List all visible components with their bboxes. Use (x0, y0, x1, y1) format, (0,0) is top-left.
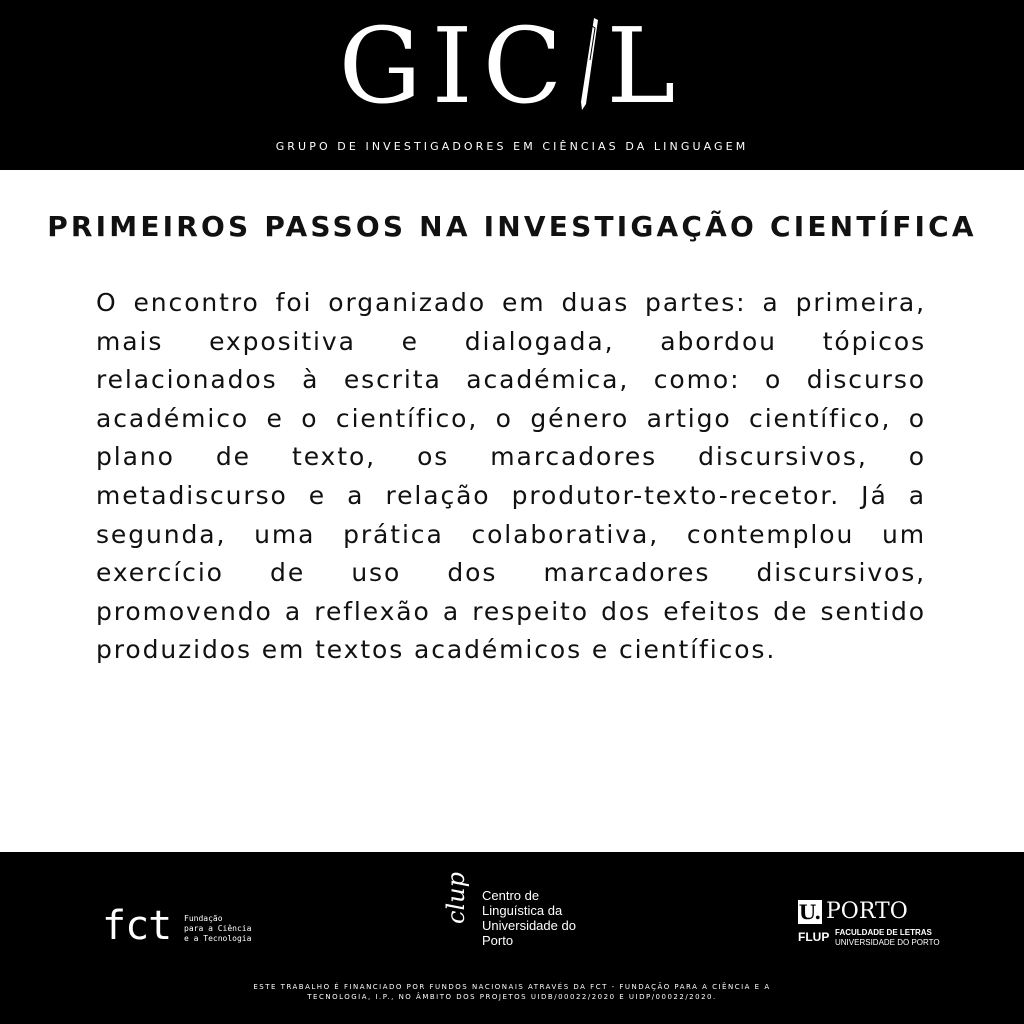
clup-description (482, 888, 612, 948)
uporto-name: PORTO (826, 899, 908, 924)
body-paragraph: O encontro foi organizado em duas partes: a primeira, mais expositiva e dialogada, abordou tópicos relacionados à escrita académica, como: o discurso académico e o científico, o género artigo científico, o plano de texto, os marcadores discursivos, o metadiscurso e a relação produtor-texto-recetor. Já a segunda, uma prática colaborativa, contemplou um exercício de uso dos marcadores discursivos, promovendo a reflexão a respeito dos efeitos de sentido produzidos em textos académicos e científicos. (96, 288, 926, 665)
funding-note (0, 982, 1024, 1002)
funding-line: TECNOLOGIA, I.P., NO ÂMBITO DOS PROJETOS UIDB/00022/2020 E UIDP/00022/2020. (307, 993, 717, 1001)
fct-description (184, 914, 284, 944)
header-band (0, 0, 1024, 170)
flup-description (835, 928, 940, 948)
funding-line: ESTE TRABALHO É FINANCIADO POR FUNDOS NACIONAIS ATRAVÉS DA FCT - FUNDAÇÃO PARA A CIÊNCIA E A (253, 983, 771, 991)
pen-icon (578, 16, 600, 112)
flup-line: FACULDADE DE LETRAS (835, 928, 932, 937)
logo-text-gic: GIC (338, 5, 573, 127)
clup-line: Centro de (482, 888, 540, 903)
clup-line: Universidade do (482, 918, 576, 933)
group-subtitle: GRUPO DE INVESTIGADORES EM CIÊNCIAS DA LINGUAGEM (275, 140, 749, 153)
footer-band (0, 852, 1024, 1024)
flup-line: UNIVERSIDADE DO PORTO (835, 938, 940, 947)
clup-mark: clup (442, 872, 470, 924)
page-title: PRIMEIROS PASSOS NA INVESTIGAÇÃO CIENTÍFICA (47, 210, 977, 243)
fct-line: Fundação (184, 914, 223, 923)
logo-text-l: L (606, 5, 686, 127)
fct-logo (102, 904, 282, 954)
fct-line: e a Tecnologia (184, 934, 252, 943)
gicl-logo (0, 6, 1024, 126)
clup-logo (442, 872, 612, 956)
flup-mark: FLUP (798, 930, 830, 944)
uporto-u-mark: U. (798, 900, 822, 924)
clup-line: Porto (482, 933, 514, 948)
fct-mark: fct (102, 903, 172, 949)
clup-line: Linguística da (482, 903, 563, 918)
fct-line: para a Ciência (184, 924, 252, 933)
uporto-logo (798, 898, 968, 958)
